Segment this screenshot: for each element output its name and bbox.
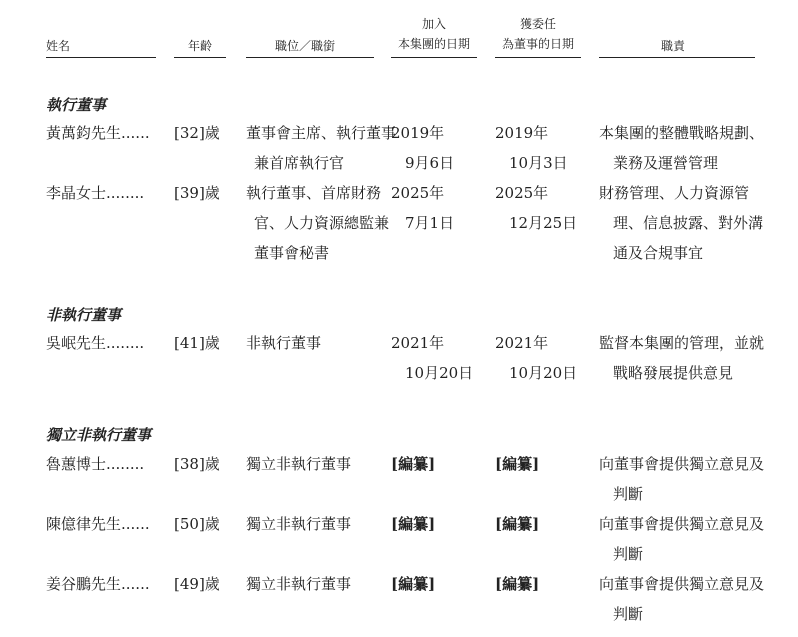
- director-duties: [599, 509, 764, 569]
- director-name: 陳億律先生......: [46, 515, 150, 533]
- header-join-line2: 本集團的日期: [397, 37, 470, 51]
- director-name: 李晶女士........: [46, 184, 145, 202]
- duty-line: 向董事會提供獨立意見及: [599, 575, 765, 593]
- header-appoint-line1: 獲委任: [519, 17, 556, 31]
- section-title: 非執行董事: [46, 306, 122, 324]
- director-duties: [599, 328, 764, 388]
- appoint-year: 2021年: [495, 334, 549, 352]
- join-date: [391, 118, 454, 178]
- director-position: [246, 569, 351, 599]
- join-date-redacted: [391, 509, 435, 539]
- section-title: 獨立非執行董事: [46, 426, 152, 444]
- join-year: 2019年: [391, 124, 445, 142]
- duty-line: 通及合規事宜: [613, 244, 704, 262]
- director-position: [246, 178, 389, 268]
- join-year: [編纂]: [391, 455, 436, 473]
- header-appoint-line2: 為董事的日期: [501, 37, 574, 51]
- appoint-date: [495, 178, 577, 238]
- header-underline-position: [246, 57, 374, 58]
- header-age: 年齡: [188, 39, 213, 53]
- appoint-year: [編纂]: [495, 575, 540, 593]
- director-name: 魯蕙博士........: [46, 455, 145, 473]
- join-year: 2025年: [391, 184, 445, 202]
- appoint-year: [編纂]: [495, 455, 540, 473]
- duty-line: 監督本集團的管理，並就: [599, 334, 765, 352]
- join-day: 10月20日: [405, 364, 474, 382]
- director-duties: [599, 118, 764, 178]
- join-date-redacted: [391, 449, 435, 479]
- director-duties: [599, 449, 764, 509]
- header-position: 職位／職銜: [275, 39, 336, 53]
- appoint-year: 2019年: [495, 124, 549, 142]
- header-underline-duties: [599, 57, 755, 58]
- appoint-year: [編纂]: [495, 515, 540, 533]
- duty-line: 判斷: [613, 605, 644, 623]
- appoint-day: 10月20日: [509, 364, 578, 382]
- header-name: 姓名: [46, 39, 71, 53]
- duty-line: 財務管理、人力資源管: [599, 184, 750, 202]
- join-date: [391, 178, 454, 238]
- join-date-redacted: [391, 569, 435, 599]
- header-appoint-date: [495, 14, 581, 54]
- appoint-date-redacted: [495, 569, 539, 599]
- position-line: 非執行董事: [246, 334, 322, 352]
- director-name: 黃萬鈞先生......: [46, 124, 150, 142]
- director-age: [50]歲: [174, 515, 220, 533]
- appoint-date-redacted: [495, 509, 539, 539]
- position-line: 獨立非執行董事: [246, 515, 352, 533]
- position-line: 兼首席執行官: [254, 154, 345, 172]
- director-age: [39]歲: [174, 184, 220, 202]
- director-position: [246, 118, 396, 178]
- header-underline-name: [46, 57, 156, 58]
- join-year: [編纂]: [391, 515, 436, 533]
- join-date: [391, 328, 473, 388]
- appoint-day: 12月25日: [509, 214, 578, 232]
- position-line: 董事會秘書: [254, 244, 330, 262]
- duty-line: 判斷: [613, 545, 644, 563]
- director-age: [32]歲: [174, 124, 220, 142]
- header-underline-appoint: [495, 57, 581, 58]
- director-position: [246, 449, 351, 479]
- director-duties: [599, 178, 763, 268]
- join-day: 9月6日: [405, 154, 455, 172]
- join-year: 2021年: [391, 334, 445, 352]
- director-duties: [599, 569, 764, 629]
- header-join-date: [391, 14, 477, 54]
- appoint-date-redacted: [495, 449, 539, 479]
- join-day: 7月1日: [405, 214, 455, 232]
- director-age: [38]歲: [174, 455, 220, 473]
- appoint-year: 2025年: [495, 184, 549, 202]
- duty-line: 向董事會提供獨立意見及: [599, 515, 765, 533]
- director-name: 吳岷先生........: [46, 334, 145, 352]
- director-position: [246, 328, 321, 358]
- appoint-date: [495, 118, 568, 178]
- header-duties: 職責: [661, 39, 686, 53]
- duty-line: 戰略發展提供意見: [613, 364, 734, 382]
- duty-line: 本集團的整體戰略規劃、: [599, 124, 765, 142]
- position-line: 獨立非執行董事: [246, 455, 352, 473]
- duty-line: 向董事會提供獨立意見及: [599, 455, 765, 473]
- duty-line: 理、信息披露、對外溝: [613, 214, 764, 232]
- director-name: 姜谷鵬先生......: [46, 575, 150, 593]
- duty-line: 判斷: [613, 485, 644, 503]
- header-underline-join: [391, 57, 477, 58]
- position-line: 執行董事、首席財務: [246, 184, 382, 202]
- position-line: 獨立非執行董事: [246, 575, 352, 593]
- director-position: [246, 509, 351, 539]
- director-age: [49]歲: [174, 575, 220, 593]
- join-year: [編纂]: [391, 575, 436, 593]
- position-line: 董事會主席、執行董事: [246, 124, 397, 142]
- section-title: 執行董事: [46, 96, 107, 114]
- header-join-line1: 加入: [421, 17, 446, 31]
- header-underline-age: [174, 57, 226, 58]
- appoint-day: 10月3日: [509, 154, 568, 172]
- duty-line: 業務及運營管理: [613, 154, 719, 172]
- position-line: 官、人力資源總監兼: [254, 214, 390, 232]
- appoint-date: [495, 328, 577, 388]
- director-age: [41]歲: [174, 334, 220, 352]
